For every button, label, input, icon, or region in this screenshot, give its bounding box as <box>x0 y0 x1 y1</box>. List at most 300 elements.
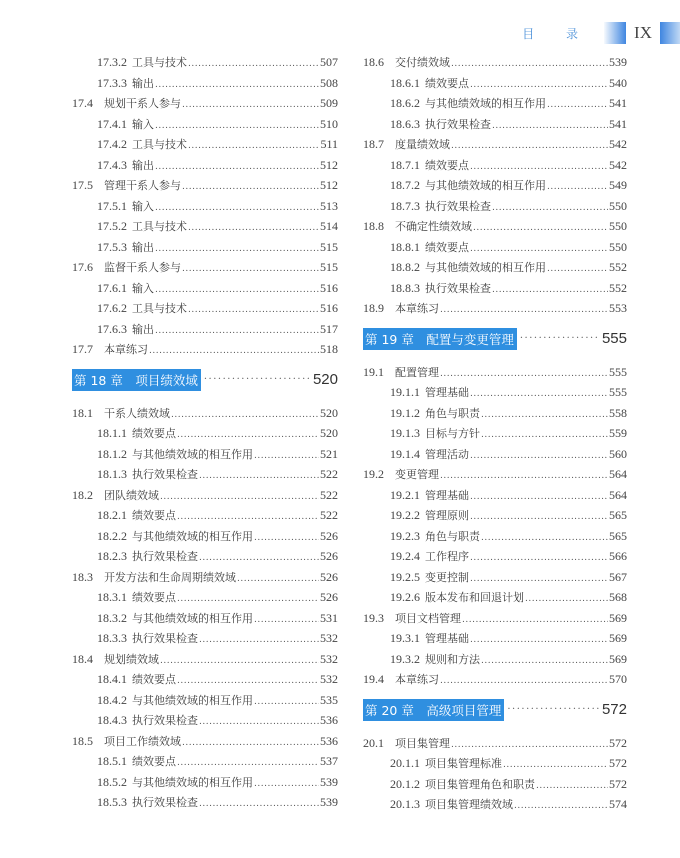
section-number: 17.6.1 <box>97 280 127 295</box>
page-number: 532 <box>320 651 338 666</box>
section-title: 工具与技术 <box>132 220 187 233</box>
section-number: 17.5.3 <box>97 239 127 254</box>
section-title: 与其他绩效域的相互作用 <box>425 261 546 274</box>
toc-section-entry[interactable] <box>72 731 338 752</box>
section-title: 输入 <box>132 281 154 295</box>
toc-subsection-entry[interactable] <box>363 774 627 795</box>
toc-section-entry[interactable] <box>363 464 627 485</box>
section-number: 18.9 <box>363 301 384 315</box>
leader-dots <box>492 198 608 219</box>
section-title: 执行效果检查 <box>132 714 198 727</box>
section-number: 18.2.3 <box>97 549 127 563</box>
section-title: 执行效果检查 <box>132 796 198 809</box>
section-number: 17.5.2 <box>97 219 127 233</box>
section-number: 19.1.2 <box>390 405 420 420</box>
toc-subsection-entry[interactable] <box>363 196 627 217</box>
leader-dots <box>440 671 608 692</box>
page-number: 539 <box>609 55 627 69</box>
section-title: 本章练习 <box>395 302 439 315</box>
section-number: 18.4 <box>72 651 93 666</box>
toc-subsection-entry[interactable] <box>363 93 627 114</box>
page-number: 565 <box>609 508 627 522</box>
section-number: 17.6.2 <box>97 301 127 315</box>
page-number: 539 <box>320 795 338 809</box>
section-number: 17.5.1 <box>97 198 127 213</box>
chapter-label: 第 18 章 项目绩效域 <box>72 369 201 391</box>
section-title: 执行效果检查 <box>132 632 198 645</box>
page-number: 512 <box>320 178 338 192</box>
section-number: 19.2.6 <box>390 590 420 604</box>
page-number: 520 <box>320 426 338 440</box>
section-number: 17.3.3 <box>97 75 127 90</box>
page-number: 537 <box>320 754 338 768</box>
section-title: 输入 <box>132 199 154 213</box>
toc-section-entry[interactable] <box>72 485 338 506</box>
leader-dots <box>481 405 608 426</box>
section-title: 不确定性绩效域 <box>395 220 472 233</box>
page-number: 569 <box>609 610 627 625</box>
section-number: 18.5.3 <box>97 795 127 809</box>
section-title: 工具与技术 <box>132 302 187 315</box>
page-number: 522 <box>320 487 338 502</box>
page-number: 532 <box>320 672 338 686</box>
toc-subsection-entry[interactable] <box>363 628 627 649</box>
page-number: 515 <box>320 239 338 254</box>
page-number: 507 <box>320 55 338 69</box>
page-number: 566 <box>609 549 627 563</box>
section-title: 输出 <box>132 322 154 336</box>
toc-subsection-entry[interactable] <box>72 690 338 711</box>
section-title: 项目集管理绩效域 <box>425 798 513 811</box>
leader-dots <box>481 651 608 672</box>
leader-dots <box>254 446 319 467</box>
page-number: 536 <box>320 733 338 748</box>
leader-dots <box>149 341 319 362</box>
section-title: 输出 <box>132 240 154 254</box>
leader-dots <box>177 507 319 528</box>
section-title: 绩效要点 <box>132 509 176 522</box>
leader-dots <box>470 507 608 528</box>
section-title: 目标与方针 <box>425 427 480 440</box>
leader-dots <box>451 735 608 756</box>
toc-subsection-entry[interactable] <box>363 257 627 278</box>
section-number: 18.6 <box>363 55 384 69</box>
header-title: 目 录 <box>522 26 593 41</box>
page-number: 508 <box>320 75 338 90</box>
section-number: 17.4.3 <box>97 157 127 172</box>
toc-section-entry[interactable] <box>363 52 627 73</box>
toc-section-entry[interactable] <box>72 93 338 114</box>
page-number: 549 <box>609 178 627 192</box>
section-number: 18.7.2 <box>390 178 420 192</box>
toc-section-entry[interactable] <box>72 403 338 424</box>
toc-block <box>363 733 627 815</box>
toc-subsection-entry[interactable] <box>72 298 338 319</box>
toc-subsection-entry[interactable] <box>72 608 338 629</box>
section-number: 18.7.1 <box>390 157 420 172</box>
section-number: 18.2.1 <box>97 508 127 522</box>
leader-dots <box>237 569 319 590</box>
toc-block <box>72 403 338 813</box>
toc-subsection-entry[interactable] <box>363 587 627 608</box>
page-number: 541 <box>609 116 627 131</box>
leader-dots <box>177 589 319 610</box>
section-number: 18.3.2 <box>97 610 127 625</box>
section-title: 交付绩效域 <box>395 56 450 69</box>
leader-dots <box>470 446 608 467</box>
toc-section-entry[interactable] <box>363 298 627 319</box>
toc-subsection-entry[interactable] <box>363 175 627 196</box>
section-title: 与其他绩效域的相互作用 <box>132 611 253 625</box>
section-number: 18.4.1 <box>97 672 127 686</box>
section-title: 绩效要点 <box>425 76 469 90</box>
leader-dots <box>470 569 608 590</box>
page-number: 559 <box>609 426 627 440</box>
chapter-heading-20[interactable] <box>363 699 627 721</box>
toc-section-entry[interactable] <box>363 134 627 155</box>
section-number: 18.7 <box>363 137 384 151</box>
section-title: 执行效果检查 <box>132 468 198 481</box>
leader-dots <box>199 794 319 815</box>
toc-subsection-entry[interactable] <box>363 649 627 670</box>
leader-dots <box>199 712 319 733</box>
section-title: 绩效要点 <box>132 673 176 686</box>
section-number: 17.3.2 <box>97 55 127 69</box>
section-number: 19.3 <box>363 610 384 625</box>
toc-subsection-entry[interactable] <box>363 278 627 299</box>
section-title: 度量绩效域 <box>395 138 450 151</box>
toc-subsection-entry[interactable] <box>363 546 627 567</box>
chapter-heading-18[interactable] <box>72 369 338 391</box>
toc-subsection-entry[interactable] <box>363 382 627 403</box>
section-title: 项目工作绩效域 <box>104 734 181 748</box>
toc-subsection-entry[interactable] <box>363 526 627 547</box>
leader-dots <box>470 157 608 178</box>
toc-subsection-entry[interactable] <box>72 792 338 813</box>
leader-dots <box>182 259 319 280</box>
toc-section-entry[interactable] <box>363 362 627 383</box>
page-number: 568 <box>609 590 627 604</box>
page-number: 518 <box>320 342 338 356</box>
toc-subsection-entry[interactable] <box>72 505 338 526</box>
section-number: 18.4.2 <box>97 692 127 707</box>
leader-dots <box>492 116 608 137</box>
toc-subsection-entry[interactable] <box>72 278 338 299</box>
section-title: 管理原则 <box>425 509 469 522</box>
page-number: 555 <box>609 385 627 399</box>
section-title: 执行效果检查 <box>425 199 491 213</box>
toc-subsection-entry[interactable] <box>72 444 338 465</box>
toc-subsection-entry[interactable] <box>363 423 627 444</box>
section-number: 17.6.3 <box>97 321 127 336</box>
page-number: 535 <box>320 692 338 707</box>
page-number: 565 <box>609 528 627 543</box>
leader-dots <box>182 177 319 198</box>
section-number: 18.4.3 <box>97 713 127 727</box>
section-title: 管理基础 <box>425 488 469 502</box>
section-number: 18.8 <box>363 219 384 233</box>
toc-subsection-entry[interactable] <box>72 52 338 73</box>
page-number: 510 <box>320 116 338 131</box>
section-number: 18.5.2 <box>97 774 127 789</box>
page-number: 509 <box>320 96 338 110</box>
section-number: 19.2.5 <box>390 569 420 584</box>
toc-subsection-entry[interactable] <box>363 237 627 258</box>
page-number: 517 <box>320 321 338 336</box>
section-number: 18.1.1 <box>97 426 127 440</box>
section-number: 18.2 <box>72 487 93 502</box>
toc-section-entry[interactable] <box>363 216 627 237</box>
toc-subsection-entry[interactable] <box>363 485 627 506</box>
toc-section-entry[interactable] <box>72 175 338 196</box>
page-number: 514 <box>320 219 338 233</box>
page-number: 572 <box>609 756 627 770</box>
section-number: 20.1.2 <box>390 776 420 791</box>
toc-subsection-entry[interactable] <box>72 710 338 731</box>
section-number: 19.1.1 <box>390 385 420 399</box>
leader-dots <box>514 796 608 817</box>
toc-subsection-entry[interactable] <box>72 114 338 135</box>
section-number: 19.4 <box>363 672 384 686</box>
page-number: 572 <box>609 776 627 791</box>
page-number: 515 <box>320 260 338 274</box>
chapter-label: 第 19 章 配置与变更管理 <box>363 328 517 350</box>
page-number: 531 <box>320 610 338 625</box>
page-number: 567 <box>609 569 627 584</box>
section-title: 角色与职责 <box>425 406 480 420</box>
section-number: 19.3.1 <box>390 631 420 645</box>
section-number: 18.3.1 <box>97 590 127 604</box>
page-number: 555 <box>609 364 627 379</box>
toc-subsection-entry[interactable] <box>72 526 338 547</box>
page-number: 541 <box>609 96 627 110</box>
page-number: 569 <box>609 631 627 645</box>
section-title: 管理活动 <box>425 447 469 461</box>
section-number: 18.8.3 <box>390 280 420 295</box>
page-number: 513 <box>320 198 338 213</box>
section-title: 绩效要点 <box>425 240 469 254</box>
page-number: 552 <box>609 260 627 274</box>
section-title: 项目文档管理 <box>395 611 461 625</box>
section-title: 规划干系人参与 <box>104 97 181 110</box>
section-number: 17.4.1 <box>97 116 127 131</box>
toc-subsection-entry[interactable] <box>363 567 627 588</box>
page-number: 526 <box>320 528 338 543</box>
page-number: 540 <box>609 75 627 90</box>
leader-dots <box>155 239 319 260</box>
leader-dots <box>155 75 319 96</box>
toc-section-entry[interactable] <box>363 669 627 690</box>
section-number: 17.4 <box>72 96 93 110</box>
section-title: 管理基础 <box>425 632 469 645</box>
leader-dots <box>520 333 599 344</box>
toc-section-entry[interactable] <box>72 567 338 588</box>
leader-dots <box>160 651 319 672</box>
section-number: 18.8.2 <box>390 260 420 274</box>
section-number: 18.7.3 <box>390 198 420 213</box>
section-title: 规则和方法 <box>425 652 480 666</box>
section-title: 角色与职责 <box>425 529 480 543</box>
leader-dots <box>547 95 608 116</box>
leader-dots <box>470 384 608 405</box>
leader-dots <box>182 733 319 754</box>
leader-dots <box>525 589 608 610</box>
page-number: 511 <box>320 137 338 151</box>
section-title: 与其他绩效域的相互作用 <box>132 775 253 789</box>
leader-dots <box>177 753 319 774</box>
section-number: 20.1 <box>363 735 384 750</box>
leader-dots <box>254 692 319 713</box>
toc-subsection-entry[interactable] <box>363 753 627 774</box>
section-number: 18.6.2 <box>390 96 420 110</box>
leader-dots <box>547 177 608 198</box>
toc-section-entry[interactable] <box>72 257 338 278</box>
page-number: 542 <box>609 137 627 151</box>
toc-subsection-entry[interactable] <box>363 403 627 424</box>
section-title: 项目集管理角色和职责 <box>425 777 535 791</box>
toc-subsection-entry[interactable] <box>72 155 338 176</box>
section-title: 干系人绩效域 <box>104 406 170 420</box>
leader-dots <box>503 755 608 776</box>
toc-subsection-entry[interactable] <box>72 134 338 155</box>
page-number: 539 <box>320 774 338 789</box>
toc-subsection-entry[interactable] <box>72 751 338 772</box>
toc-block <box>72 52 338 360</box>
toc-subsection-entry[interactable] <box>363 155 627 176</box>
section-number: 19.1.3 <box>390 426 420 440</box>
leader-dots <box>254 610 319 631</box>
section-title: 项目集管理 <box>395 736 450 750</box>
leader-dots <box>481 425 608 446</box>
toc-subsection-entry[interactable] <box>72 319 338 340</box>
leader-dots <box>254 528 319 549</box>
leader-dots <box>451 136 608 157</box>
page-number: 516 <box>320 280 338 295</box>
section-number: 18.5 <box>72 733 93 748</box>
chapter-page: 555 <box>601 330 627 347</box>
leader-dots <box>199 466 319 487</box>
toc-subsection-entry[interactable] <box>363 73 627 94</box>
page-number: 550 <box>609 239 627 254</box>
section-number: 18.2.2 <box>97 528 127 543</box>
page-number: 569 <box>609 651 627 666</box>
section-title: 输出 <box>132 76 154 90</box>
section-title: 规划绩效域 <box>104 652 159 666</box>
toc-subsection-entry[interactable] <box>72 669 338 690</box>
page-number: 550 <box>609 198 627 213</box>
section-title: 变更控制 <box>425 570 469 584</box>
section-title: 版本发布和回退计划 <box>425 591 524 604</box>
toc-section-entry[interactable] <box>363 733 627 754</box>
header-gradient-block-left <box>604 22 626 44</box>
leader-dots <box>199 548 319 569</box>
leader-dots <box>440 364 608 385</box>
toc-subsection-entry[interactable] <box>72 546 338 567</box>
toc-subsection-entry[interactable] <box>72 196 338 217</box>
section-number: 20.1.1 <box>390 756 420 770</box>
toc-subsection-entry[interactable] <box>363 794 627 815</box>
section-title: 管理干系人参与 <box>104 179 181 192</box>
toc-section-entry[interactable] <box>363 608 627 629</box>
toc-section-entry[interactable] <box>72 649 338 670</box>
page-number: 526 <box>320 569 338 584</box>
page-number: 574 <box>609 797 627 811</box>
section-title: 绩效要点 <box>132 427 176 440</box>
page-number: 564 <box>609 467 627 481</box>
toc-section-entry[interactable] <box>72 339 338 360</box>
section-title: 执行效果检查 <box>425 281 491 295</box>
toc-subsection-entry[interactable] <box>72 73 338 94</box>
section-title: 绩效要点 <box>425 158 469 172</box>
section-number: 19.2.2 <box>390 508 420 522</box>
section-title: 输入 <box>132 117 154 131</box>
section-title: 与其他绩效域的相互作用 <box>132 693 253 707</box>
section-title: 与其他绩效域的相互作用 <box>132 529 253 543</box>
section-title: 执行效果检查 <box>425 117 491 131</box>
section-number: 18.1.2 <box>97 446 127 461</box>
leader-dots <box>188 136 319 157</box>
chapter-page: 520 <box>312 371 338 388</box>
page-number: 542 <box>609 157 627 172</box>
section-number: 19.2 <box>363 467 384 481</box>
toc-subsection-entry[interactable] <box>363 114 627 135</box>
leader-dots <box>155 157 319 178</box>
toc-subsection-entry[interactable] <box>72 772 338 793</box>
page-number: 512 <box>320 157 338 172</box>
page-number: 560 <box>609 446 627 461</box>
leader-dots <box>177 671 319 692</box>
toc-subsection-entry[interactable] <box>363 444 627 465</box>
toc-block <box>363 362 627 690</box>
section-number: 18.8.1 <box>390 239 420 254</box>
leader-dots <box>462 610 608 631</box>
toc-subsection-entry[interactable] <box>363 505 627 526</box>
section-title: 工作程序 <box>425 550 469 563</box>
toc-subsection-entry[interactable] <box>72 237 338 258</box>
page-number: 570 <box>609 672 627 686</box>
header-gradient-block-right <box>660 22 680 44</box>
leader-dots <box>492 280 608 301</box>
leader-dots <box>188 218 319 239</box>
leader-dots <box>440 466 608 487</box>
leader-dots <box>451 54 608 75</box>
section-number: 18.6.3 <box>390 116 420 131</box>
section-number: 19.3.2 <box>390 651 420 666</box>
leader-dots <box>155 321 319 342</box>
page-header <box>522 20 680 46</box>
page-number: 536 <box>320 713 338 727</box>
page-number: 516 <box>320 301 338 315</box>
leader-dots <box>473 218 608 239</box>
section-number: 18.5.1 <box>97 754 127 768</box>
toc-subsection-entry[interactable] <box>72 587 338 608</box>
section-title: 管理基础 <box>425 386 469 399</box>
page-number: 553 <box>609 301 627 315</box>
leader-dots <box>199 630 319 651</box>
leader-dots <box>155 116 319 137</box>
chapter-heading-19[interactable] <box>363 328 627 350</box>
toc-subsection-entry[interactable] <box>72 216 338 237</box>
toc-subsection-entry[interactable] <box>72 464 338 485</box>
section-title: 工具与技术 <box>132 56 187 69</box>
leader-dots <box>470 630 608 651</box>
leader-dots <box>507 704 599 715</box>
toc-subsection-entry[interactable] <box>72 628 338 649</box>
toc-subsection-entry[interactable] <box>72 423 338 444</box>
leader-dots <box>547 259 608 280</box>
leader-dots <box>204 374 310 385</box>
page-number: 558 <box>609 405 627 420</box>
